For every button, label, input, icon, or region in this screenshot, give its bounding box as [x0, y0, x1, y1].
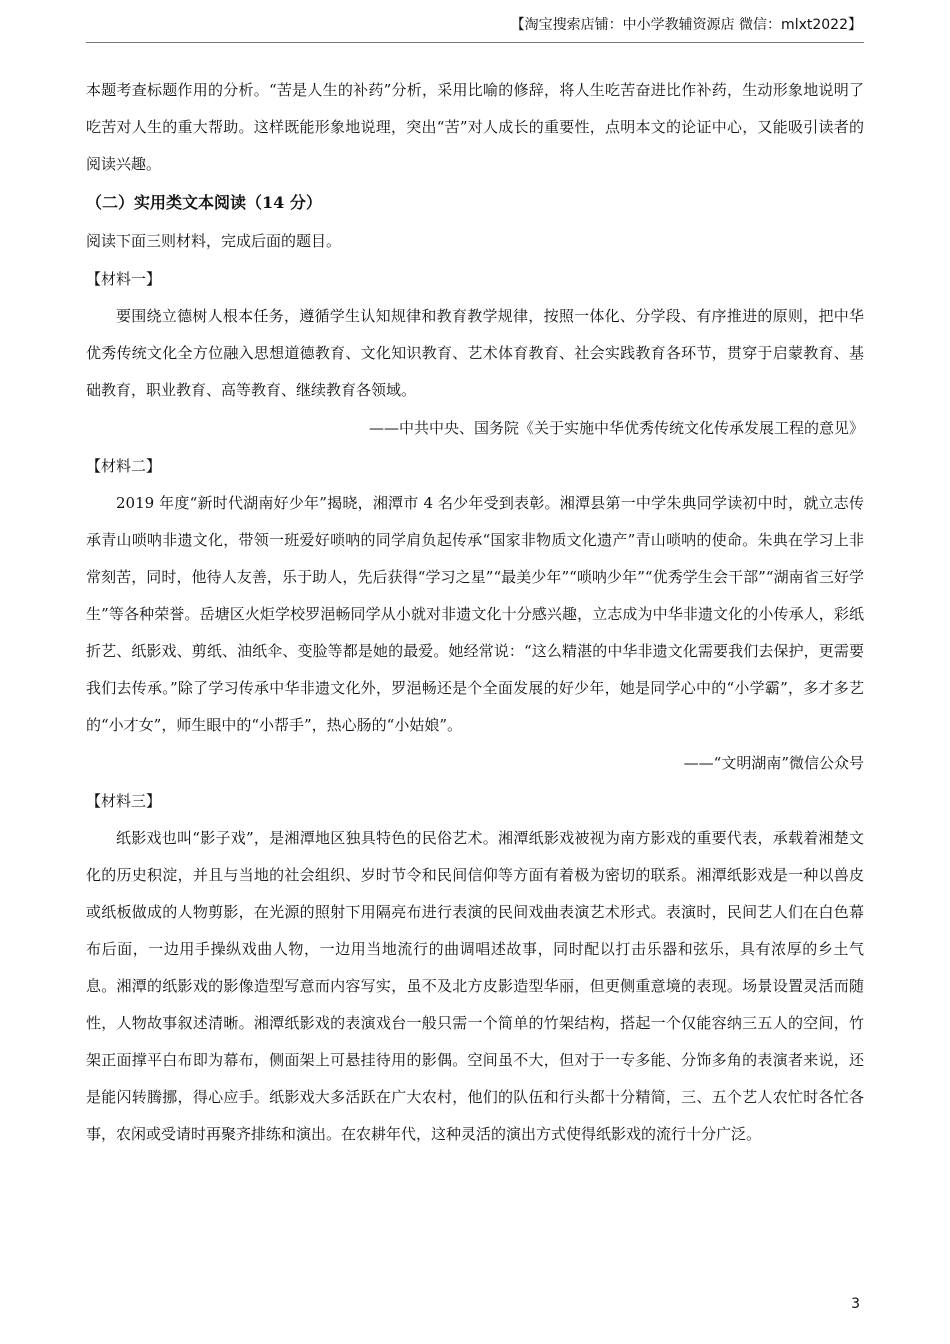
material-one-source: ——中共中央、国务院《关于实施中华优秀传统文化传承发展工程的意见》 [368, 419, 864, 437]
material-three [86, 782, 864, 1153]
material-one-body: 要围绕立德树人根本任务，遵循学生认知规律和教育教学规律，按照一体化、分学段、有序推进的原则，把中华优秀传统文化全方位融入思想道德教育、文化知识教育、艺术体育教育、社会实践教育各环节，贯穿于启蒙教育、基础教育，职业教育、高等教育、继续教育各领域。 [86, 307, 864, 399]
material-two-source: ——“文明湖南”微信公众号 [683, 754, 864, 772]
material-one-label: 【材料一】 [86, 270, 162, 288]
page-header: 【淘宝搜索店铺：中小学教辅资源店 微信：mlxt2022】 [510, 17, 862, 33]
material-one [86, 260, 864, 447]
header-divider [86, 42, 864, 43]
material-three-body: 纸影戏也叫“影子戏”，是湘潭地区独具特色的民俗艺术。湘潭纸影戏被视为南方影戏的重要代表，承载着湘楚文化的历史积淀，并且与当地的社会组织、岁时节令和民间信仰等方面有着极为密切的联系。湘潭纸影戏是一种以兽皮或纸板做成的人物剪影，在光源的照射下用隔亮布进行表演的民间戏曲表演艺术形式。表演时，民间艺人们在白色幕布后面，一边用手操纵戏曲人物，一边用当地流行的曲调唱述故事，同时配以打击乐器和弦乐，具有浓厚的乡土气息。湘潭的纸影戏的影像造型写意而内容写实，虽不及北方皮影造型华丽，但更侧重意境的表现。场景设置灵活而随性，人物故事叙述清晰。湘潭纸影戏的表演戏台一般只需一个简单的竹架结构，搭起一个仅能容纳三五人的空间，竹架正面撑平白布即为幕布，侧面架上可悬挂待用的影偶。空间虽不大，但对于一专多能、分饰多角的表演者来说，还是能闪转腾挪，得心应手。纸影戏大多活跃在广大农村，他们的队伍和行头都十分精简，三、五个艺人农忙时各忙各事，农闲或受请时再聚齐排练和演出。在农耕年代，这种灵活的演出方式使得纸影戏的流行十分广泛。 [86, 829, 864, 1143]
instruction-text: 阅读下面三则材料，完成后面的题目。 [86, 232, 342, 250]
page-content [86, 72, 864, 1153]
material-three-label: 【材料三】 [86, 792, 162, 810]
material-two-body: 2019 年度“新时代湖南好少年”揭晓，湘潭市 4 名少年受到表彰。湘潭县第一中学朱典同学读初中时，就立志传承青山唢呐非遗文化，带领一班爱好唢呐的同学肩负起传承“国家非物质文化遗产”青山唢呐的使命。朱典在学习上非常刻苦，同时，他待人友善，乐于助人，先后获得“学习之星”“最美少年”“唢呐少年”“优秀学生会干部”“湖南省三好学生”等各种荣誉。岳塘区火炬学校罗浥畅同学从小就对非遗文化十分感兴趣，立志成为中华非遗文化的小传承人，彩纸折艺、纸影戏、剪纸、油纸伞、变脸等都是她的最爱。她经常说：“这么精湛的中华非遗文化需要我们去保护，更需要我们去传承。”除了学习传承中华非遗文化外，罗浥畅还是个全面发展的好少年，她是同学心中的“小学霸”，多才多艺的“小才女”，师生眼中的“小帮手”，热心肠的“小姑娘”。 [86, 494, 864, 734]
material-two [86, 447, 864, 782]
intro-paragraph: 本题考查标题作用的分析。“苦是人生的补药”分析，采用比喻的修辞，将人生吃苦奋进比作补药，生动形象地说明了吃苦对人生的重大帮助。这样既能形象地说理，突出“苦”对人成长的重要性，点明本文的论证中心，又能吸引读者的阅读兴趣。 [86, 81, 864, 173]
page-number: 3 [851, 1296, 860, 1312]
material-two-label: 【材料二】 [86, 457, 162, 475]
section-heading: （二）实用类文本阅读（14 分） [86, 193, 322, 212]
